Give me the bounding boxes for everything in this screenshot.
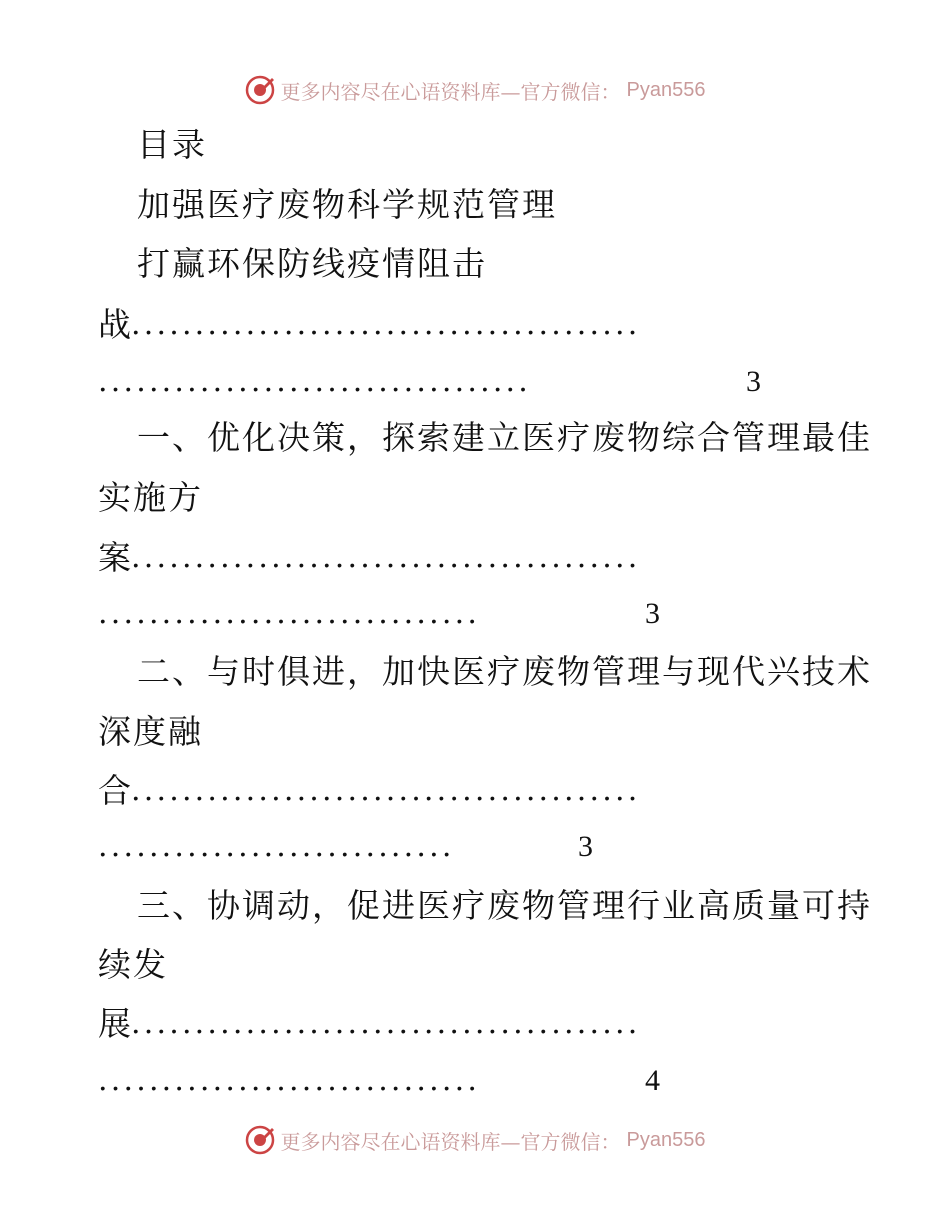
watermark-wechat: Pyan556: [626, 78, 706, 101]
toc-entry-last-word: 展: [98, 1004, 133, 1043]
toc-entry-line: 加强医疗废物科学规范管理: [137, 185, 557, 224]
toc-page-number: 3: [645, 597, 660, 630]
toc-page-number: 4: [645, 1064, 660, 1097]
toc-page-number: 3: [746, 365, 761, 398]
watermark-text: 更多内容尽在心语资料库—官方微信：: [280, 1129, 621, 1154]
toc-entry-line: 深度融: [98, 712, 203, 751]
toc-entry-line: 打赢环保防线疫情阻击: [137, 244, 487, 283]
toc-leader-dots: ........................................: [131, 1006, 641, 1041]
pen-logo-icon: [245, 75, 275, 105]
toc-entry-line: 二、与时俱进，加快医疗废物管理与现代兴技术: [137, 652, 872, 691]
toc-entry-line: 三、协调动，促进医疗废物管理行业高质量可持: [137, 886, 872, 925]
toc-entry-line: 一、优化决策，探索建立医疗废物综合管理最佳: [137, 418, 872, 457]
watermark-text: 更多内容尽在心语资料库—官方微信：: [280, 79, 621, 104]
toc-entry-last-word: 案: [98, 538, 133, 577]
header-watermark: [0, 70, 950, 110]
toc-leader-dots: ..............................: [98, 596, 481, 631]
pen-logo-icon: [245, 1125, 275, 1155]
toc-leader-dots: ........................................: [131, 307, 641, 342]
toc-leader-dots: ........................................: [131, 773, 641, 808]
toc-heading: 目录: [137, 125, 207, 164]
footer-watermark: [0, 1120, 950, 1160]
toc-leader-dots: ............................: [98, 829, 455, 864]
toc-entry-line: 续发: [98, 945, 168, 984]
toc-leader-dots: ..............................: [98, 1063, 481, 1098]
toc-entry-last-word: 合: [98, 771, 133, 810]
toc-entry-last-word: 战: [98, 305, 133, 344]
toc-page-number: 3: [578, 830, 593, 863]
toc-leader-dots: ........................................: [131, 540, 641, 575]
toc-entry-line: 实施方: [98, 478, 203, 517]
watermark-wechat: Pyan556: [626, 1128, 706, 1151]
toc-leader-dots: ..................................: [98, 364, 532, 399]
